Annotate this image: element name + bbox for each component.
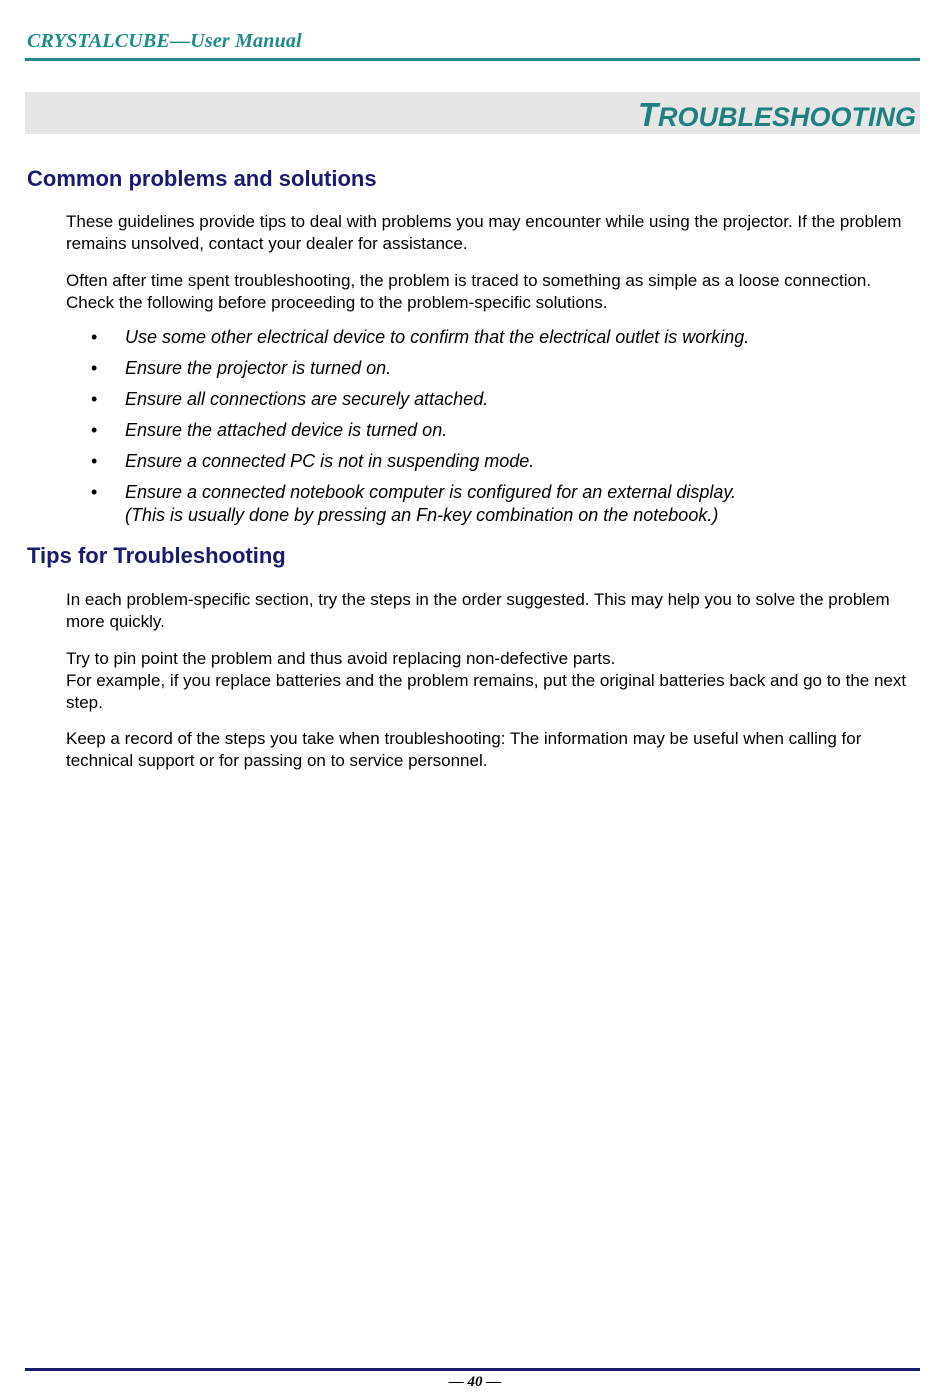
paragraph-guidelines: These guidelines provide tips to deal with problems you may encounter while using the projector. If the problem remains unsolved, contact your dealer for assistance. xyxy=(66,212,902,253)
bullet-glyph: • xyxy=(91,327,98,347)
chapter-title-band xyxy=(25,92,920,134)
bullet-glyph: • xyxy=(91,451,98,471)
chapter-title xyxy=(638,95,916,142)
bullet-glyph: • xyxy=(91,420,98,440)
footer-rule xyxy=(25,1368,920,1371)
header-rule xyxy=(25,58,920,61)
paragraph-pin-point-line2: For example, if you replace batteries and the problem remains, put the original batteries back and go to the next step. xyxy=(66,671,907,712)
bullet-glyph: • xyxy=(91,358,98,378)
list-item xyxy=(66,357,918,380)
list-item xyxy=(66,481,918,527)
paragraph-pin-point xyxy=(66,648,918,714)
section-heading-common-problems: Common problems and solutions xyxy=(27,166,377,191)
paragraph-keep-record: Keep a record of the steps you take when troubleshooting: The information may be useful when calling for technical support or for passing on to service personnel. xyxy=(66,729,862,770)
list-item-text: Use some other electrical device to confirm that the electrical outlet is working. xyxy=(125,327,750,347)
list-item xyxy=(66,326,918,349)
paragraph-loose-connection: Often after time spent troubleshooting, the problem is traced to something as simple as a loose connection. Check the following before proceeding to the problem-specific solutions. xyxy=(66,271,872,312)
list-item xyxy=(66,388,918,411)
list-item-text: Ensure the projector is turned on. xyxy=(125,358,392,378)
paragraph-steps-order: In each problem-specific section, try the steps in the order suggested. This may help you to solve the problem more quickly. xyxy=(66,590,890,631)
list-item-text: Ensure the attached device is turned on. xyxy=(125,420,448,440)
bullet-glyph: • xyxy=(91,389,98,409)
running-header: CRYSTALCUBE—User Manual xyxy=(27,30,302,52)
checklist xyxy=(66,326,918,535)
bullet-glyph: • xyxy=(91,482,98,502)
list-item xyxy=(66,450,918,473)
section-heading-tips: Tips for Troubleshooting xyxy=(27,543,286,568)
list-item-note: (This is usually done by pressing an Fn-key combination on the notebook.) xyxy=(125,505,719,525)
list-item-text: Ensure all connections are securely attached. xyxy=(125,389,489,409)
chapter-title-initial: T xyxy=(637,96,658,133)
chapter-title-rest: ROUBLESHOOTING xyxy=(657,102,916,132)
page-number: — 40 — xyxy=(448,1374,502,1390)
paragraph-pin-point-line1: Try to pin point the problem and thus avoid replacing non-defective parts. xyxy=(66,649,616,668)
list-item-text: Ensure a connected notebook computer is configured for an external display. xyxy=(125,482,737,502)
list-item xyxy=(66,419,918,442)
list-item-text: Ensure a connected PC is not in suspending mode. xyxy=(125,451,535,471)
